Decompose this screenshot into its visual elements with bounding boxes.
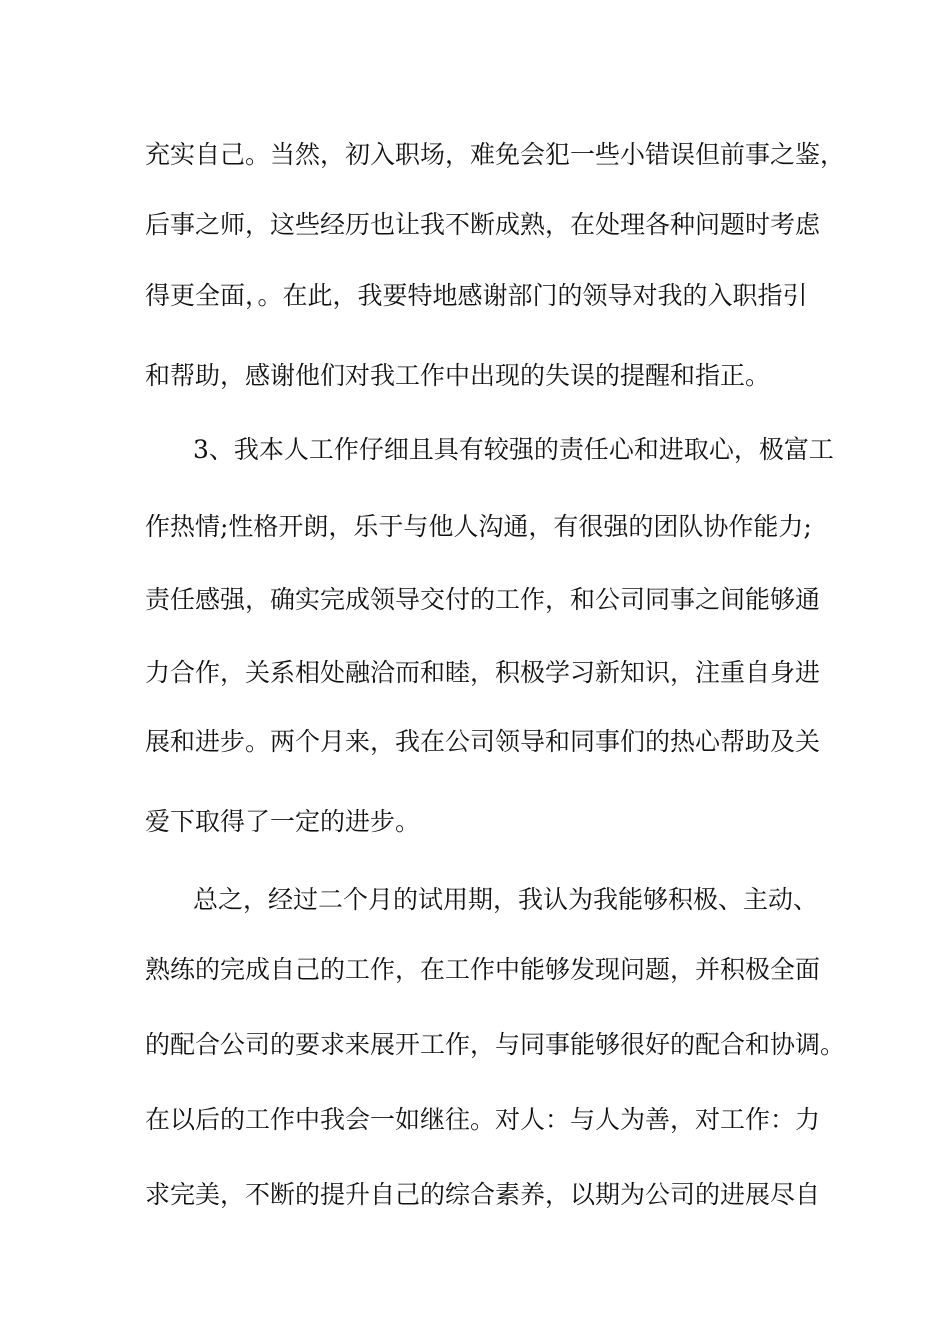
text-line-6: 作热情;性格开朗，乐于与他人沟通，有很强的团队协作能力; (145, 512, 812, 541)
text-line-12: 熟练的完成自己的工作，在工作中能够发现问题，并积极全面 (145, 955, 821, 984)
text-line-14: 在以后的工作中我会一如继往。对人：与人为善，对工作：力 (145, 1105, 821, 1134)
text-line-13: 的配合公司的要求来展开工作，与同事能够很好的配合和协调。 (145, 1030, 846, 1059)
text-line-10: 爱下取得了一定的进步。 (145, 807, 421, 836)
text-line-3: 得更全面，。在此，我要特地感谢部门的领导对我的入职指引 (145, 281, 808, 310)
text-line-7: 责任感强，确实完成领导交付的工作，和公司同事之间能够通 (145, 585, 821, 614)
text-line-5: 3、我本人工作仔细且具有较强的责任心和进取心，极富工 (193, 435, 834, 464)
text-line-1: 充实自己。当然，初入职场，难免会犯一些小错误但前事之鉴， (145, 140, 846, 169)
text-line-2: 后事之师，这些经历也让我不断成熟，在处理各种问题时考虑 (145, 210, 821, 239)
text-line-9: 展和进步。两个月来，我在公司领导和同事们的热心帮助及关 (145, 727, 821, 756)
text-line-8: 力合作，关系相处融洽而和睦，积极学习新知识，注重自身进 (145, 658, 821, 687)
text-line-15: 求完美，不断的提升自己的综合素养，以期为公司的进展尽自 (145, 1180, 821, 1209)
text-line-4: 和帮助，感谢他们对我工作中出现的失误的提醒和指正。 (145, 361, 771, 390)
text-line-11: 总之，经过二个月的试用期，我认为我能够积极、主动、 (193, 885, 819, 914)
